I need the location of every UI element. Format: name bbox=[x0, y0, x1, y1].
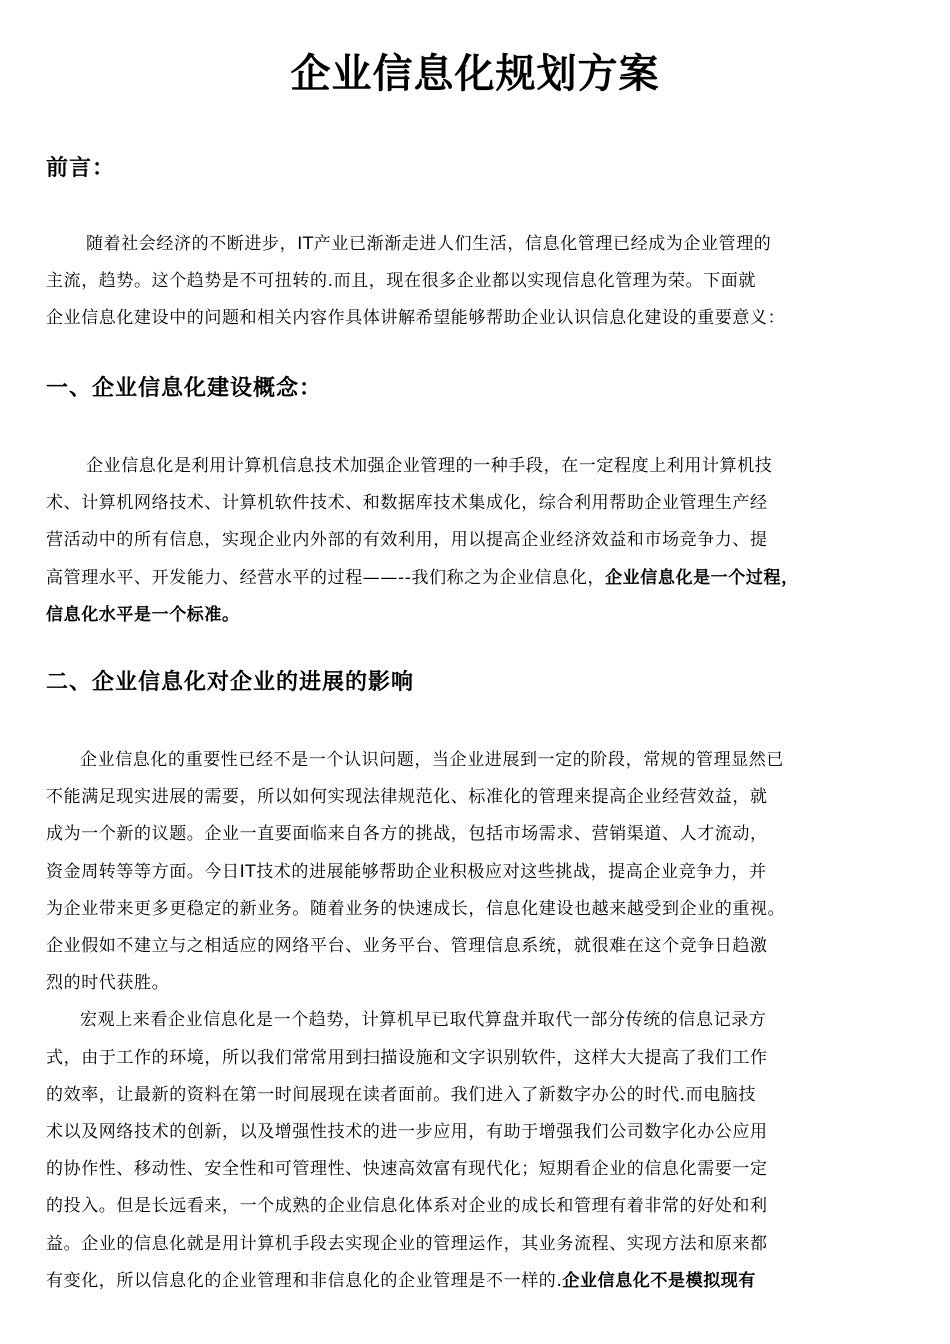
section2-line: 的投入。但是长远看来，一个成熟的企业信息化体系对企业的成长和管理有着非常的好处和利 bbox=[46, 1196, 768, 1217]
section2-line: 式，由于工作的环境，所以我们常常用到扫描设施和文字识别软件，这样大大提高了我们工作 bbox=[46, 1047, 768, 1068]
section2-line: 不能满足现实进展的需要，所以如何实现法律规范化、标准化的管理来提高企业经营效益，就 bbox=[46, 787, 768, 808]
section2-line: 的效率，让最新的资料在第一时间展现在读者面前。我们进入了新数字办公的时代.而电脑技 bbox=[46, 1084, 757, 1105]
preface-line: 主流，趋势。这个趋势是不可扭转的.而且，现在很多企业都以实现信息化管理为荣。下面就 bbox=[46, 271, 757, 292]
section1-line: 营活动中的所有信息，实现企业内外部的有效利用，用以提高企业经济效益和市场竞争力、提 bbox=[46, 530, 768, 551]
section1-line: 术、计算机网络技术、计算机软件技术、和数据库技术集成化，综合利用帮助企业管理生产经 bbox=[46, 493, 768, 514]
section2-line: 为企业带来更多更稳定的新业务。随着业务的快速成长，信息化建设也越来越受到企业的重视。 bbox=[46, 898, 786, 919]
section2-last-text: 有变化，所以信息化的企业管理和非信息化的企业管理是不一样的. bbox=[46, 1270, 563, 1291]
section1-heading: 一、企业信息化建设概念： bbox=[46, 376, 323, 401]
preface-line: 企业信息化建设中的问题和相关内容作具体讲解希望能够帮助企业认识信息化建设的重要意义： bbox=[46, 308, 786, 329]
section1-line bbox=[46, 560, 906, 597]
section2-line: 的协作性、移动性、安全性和可管理性、快速高效富有现代化；短期看企业的信息化需要一定 bbox=[46, 1159, 768, 1180]
section2-line: 成为一个新的议题。企业一直要面临来自各方的挑战，包括市场需求、营销渠道、人才流动， bbox=[46, 824, 768, 845]
section1-emphasis: 企业信息化是一个过程， bbox=[605, 567, 799, 588]
section2-paragraph-1 bbox=[46, 742, 906, 1300]
section2-emphasis: 企业信息化不是模拟现有 bbox=[562, 1270, 757, 1291]
section2-line: 益。企业的信息化就是用计算机手段去实现企业的管理运作，其业务流程、实现方法和原来都 bbox=[46, 1233, 768, 1254]
section2-line: 企业信息化的重要性已经不是一个认识问题，当企业进展到一定的阶段，常规的管理显然已 bbox=[80, 750, 784, 770]
section2-heading: 二、企业信息化对企业的进展的影响 bbox=[46, 670, 415, 695]
section2-line: 术以及网络技术的创新，以及增强性技术的进一步应用，有助于增强我们公司数字化办公应用 bbox=[46, 1122, 768, 1143]
section1-emphasis-cont: 信息化水平是一个标准。 bbox=[46, 604, 240, 625]
section1-line4-text: 高管理水平、开发能力、经营水平的过程——--我们称之为企业信息化， bbox=[46, 567, 606, 588]
section2-line bbox=[46, 1263, 906, 1300]
section2-line: 烈的时代获胜。 bbox=[46, 973, 170, 994]
preface-paragraph bbox=[46, 226, 906, 338]
section2-line: 资金周转等等方面。今日IT技术的进展能够帮助企业积极应对这些挑战，提高企业竞争力，并 bbox=[46, 861, 767, 882]
preface-line: 随着社会经济的不断进步，IT产业已渐渐走进人们生活，信息化管理已经成为企业管理的 bbox=[86, 234, 772, 254]
section1-line: 企业信息化是利用计算机信息技术加强企业管理的一种手段，在一定程度上利用计算机技 bbox=[86, 456, 773, 476]
section1-line bbox=[46, 597, 906, 634]
section1-paragraph bbox=[46, 448, 906, 634]
section2-line: 企业假如不建立与之相适应的网络平台、业务平台、管理信息系统，就很难在这个竞争日趋激 bbox=[46, 936, 768, 957]
document-title: 企业信息化规划方案 bbox=[290, 51, 660, 97]
section2-line: 宏观上来看企业信息化是一个趋势，计算机早已取代算盘并取代一部分传统的信息记录方 bbox=[80, 1010, 767, 1031]
preface-heading: 前言： bbox=[46, 156, 116, 181]
